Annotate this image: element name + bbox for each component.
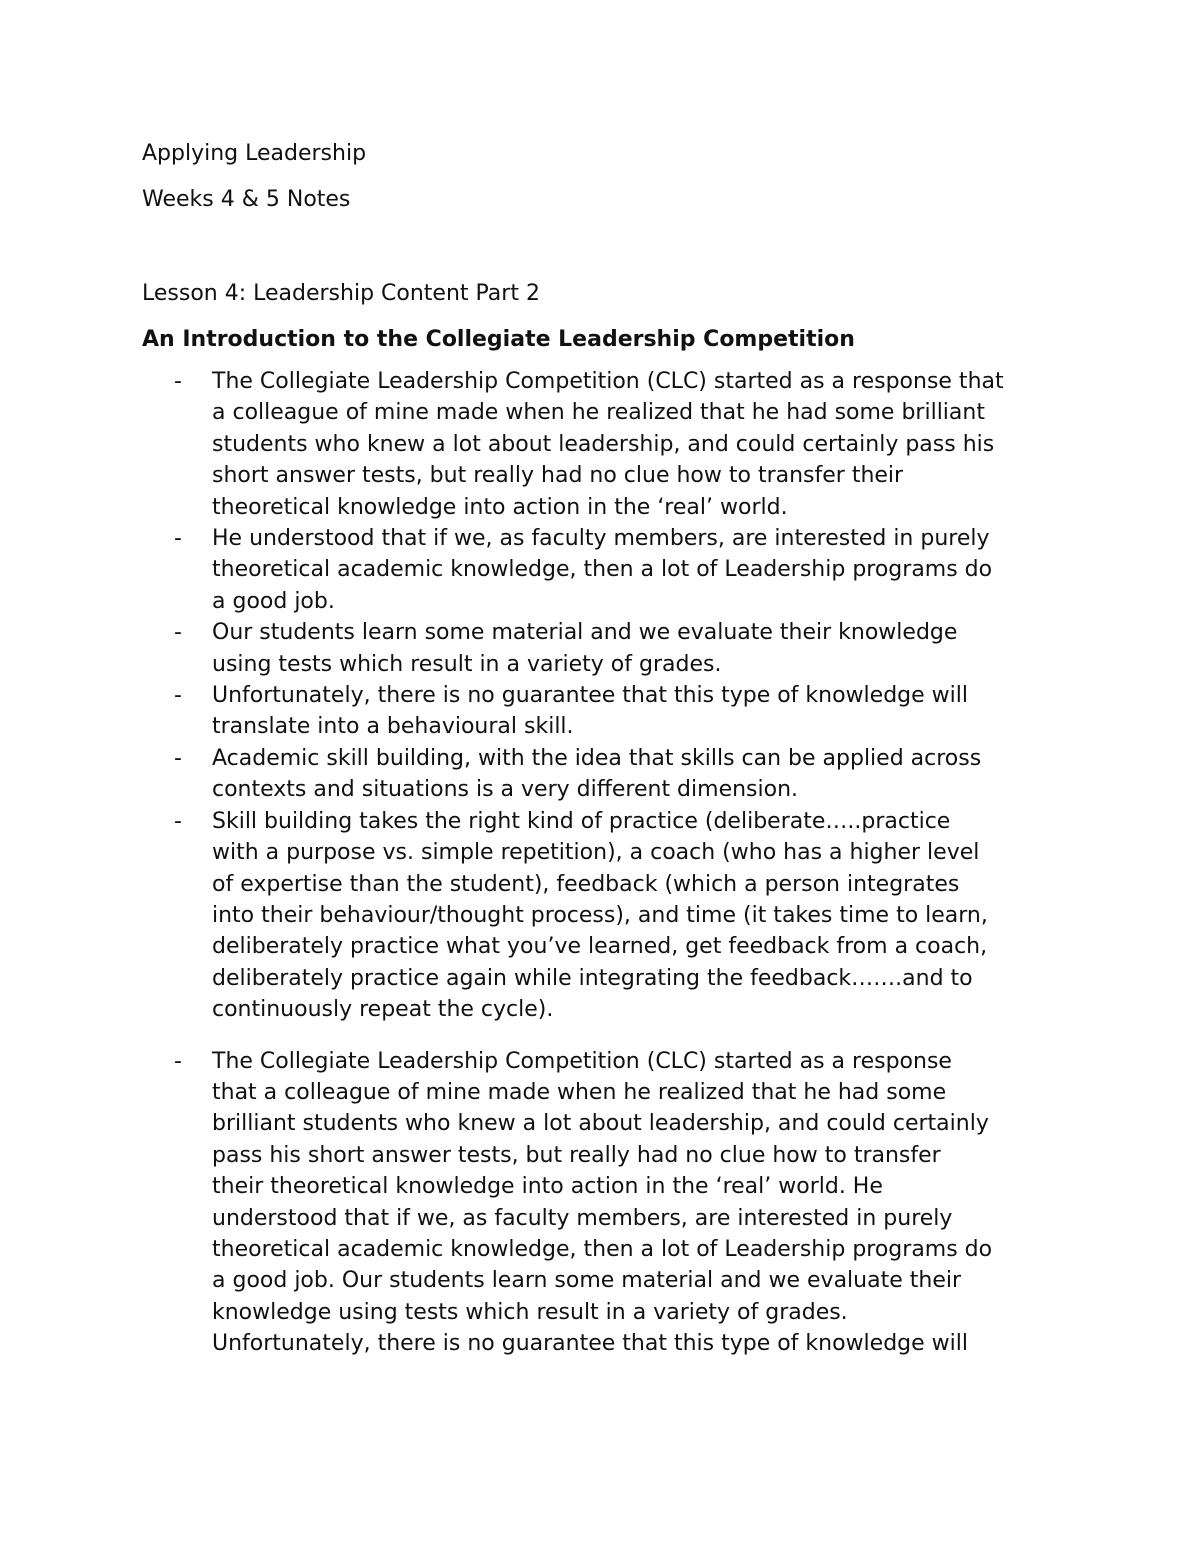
- bullet-item: [142, 1046, 1072, 1360]
- bullet-text-line: Unfortunately, there is no guarantee that this type of knowledge will: [212, 1331, 968, 1357]
- bullet-item: [142, 523, 1072, 617]
- bullet-text-line: continuously repeat the cycle).: [212, 997, 554, 1023]
- bullet-text-line: contexts and situations is a very different dimension.: [212, 777, 799, 803]
- bullet-text-line: The Collegiate Leadership Competition (CLC) started as a response that: [212, 369, 1004, 394]
- lesson-title: Lesson 4: Leadership Content Part 2: [142, 281, 540, 306]
- bullet-marker: -: [174, 745, 182, 771]
- document-title: Applying Leadership: [142, 141, 367, 166]
- bullet-text-line: He understood that if we, as faculty members, are interested in purely: [212, 526, 990, 552]
- bullet-text-line: students who knew a lot about leadership, and could certainly pass his: [212, 431, 995, 457]
- bullet-item: [142, 366, 1072, 523]
- bullet-text-line: brilliant students who knew a lot about leadership, and could certainly: [212, 1111, 989, 1137]
- bullet-text-line: knowledge using tests which result in a variety of grades.: [212, 1299, 848, 1325]
- bullet-text-line: a colleague of mine made when he realized that he had some brilliant: [212, 400, 985, 426]
- bullet-text-line: their theoretical knowledge into action in the ‘real’ world. He: [212, 1174, 883, 1200]
- bullet-text-line: theoretical academic knowledge, then a lot of Leadership programs do: [212, 557, 993, 583]
- bullet-text-line: a good job. Our students learn some material and we evaluate their: [212, 1268, 962, 1294]
- document-page: [142, 138, 1072, 1360]
- bullet-text-line: Our students learn some material and we evaluate their knowledge: [212, 620, 958, 646]
- bullet-text-line: that a colleague of mine made when he realized that he had some: [212, 1079, 947, 1105]
- bullet-item: [142, 680, 1072, 743]
- bullet-text-line: The Collegiate Leadership Competition (CLC) started as a response: [212, 1048, 952, 1074]
- bullet-marker: -: [174, 1048, 182, 1074]
- bullet-text-line: deliberately practice what you’ve learned, get feedback from a coach,: [212, 934, 988, 960]
- document-subtitle: Weeks 4 & 5 Notes: [142, 187, 351, 212]
- bullet-text-line: with a purpose vs. simple repetition), a coach (who has a higher level: [212, 840, 980, 866]
- bullet-item: [142, 743, 1072, 806]
- bullet-marker: -: [174, 526, 182, 552]
- bullet-text-line: theoretical knowledge into action in the ‘real’ world.: [212, 494, 788, 520]
- bullet-text-line: into their behaviour/thought process), and time (it takes time to learn,: [212, 902, 988, 928]
- bullet-list: [142, 366, 1072, 1360]
- bullet-text-line: understood that if we, as faculty members, are interested in purely: [212, 1205, 953, 1231]
- bullet-text-line: theoretical academic knowledge, then a lot of Leadership programs do: [212, 1236, 993, 1262]
- bullet-marker: -: [174, 620, 182, 646]
- bullet-marker: -: [174, 808, 182, 834]
- bullet-text-line: Skill building takes the right kind of practice (deliberate…..practice: [212, 808, 951, 834]
- section-heading: An Introduction to the Collegiate Leadership Competition: [142, 327, 855, 352]
- bullet-item: [142, 617, 1072, 680]
- bullet-text-line: Academic skill building, with the idea that skills can be applied across: [212, 745, 982, 771]
- bullet-item: [142, 806, 1072, 1026]
- bullet-text-line: pass his short answer tests, but really had no clue how to transfer: [212, 1142, 941, 1168]
- bullet-text-line: Unfortunately, there is no guarantee that this type of knowledge will: [212, 683, 968, 709]
- bullet-text-line: of expertise than the student), feedback (which a person integrates: [212, 871, 960, 897]
- bullet-text-line: a good job.: [212, 588, 335, 614]
- bullet-marker: -: [174, 369, 182, 394]
- bullet-text-line: translate into a behavioural skill.: [212, 714, 574, 740]
- bullet-text-line: using tests which result in a variety of grades.: [212, 651, 722, 677]
- bullet-marker: -: [174, 683, 182, 709]
- bullet-text-line: short answer tests, but really had no clue how to transfer their: [212, 463, 904, 489]
- bullet-text-line: deliberately practice again while integrating the feedback…….and to: [212, 965, 973, 991]
